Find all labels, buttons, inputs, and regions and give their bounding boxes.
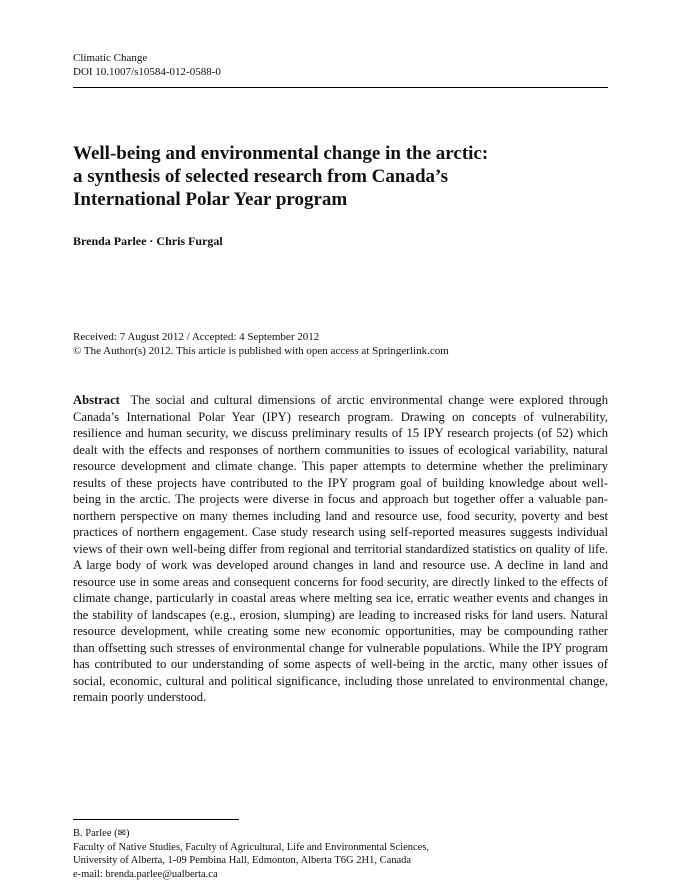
footnote-author-name: B. Parlee (: [73, 828, 118, 839]
footnote-author-close: ): [126, 828, 130, 839]
footnote-rule: [73, 819, 239, 820]
author-list: Brenda Parlee · Chris Furgal: [73, 234, 223, 249]
title-line-3: International Polar Year program: [73, 188, 608, 211]
abstract: [73, 392, 608, 706]
received-accepted: Received: 7 August 2012 / Accepted: 4 September 2012: [73, 330, 449, 344]
abstract-text: The social and cultural dimensions of arctic environmental change were explored through Canada’s International Polar Year (IPY) research program. Drawing on concepts of vulnerability, resilience and human security, we discuss preliminary results of 15 IPY research projects (of 52) which dealt with the effects and responses of northern communities to issues of ecological variability, natural resource development and climate change. This paper attempts to determine whether the preliminary results of these projects have contributed to the IPY program goal of building knowledge about well-being in the arctic. The projects were diverse in focus and approach but together offer a valuable pan-northern perspective on many themes including land and resource use, food security, poverty and best practices of northern engagement. Case study research using self-reported measures suggests individual views of their own well-being differ from regional and territorial standardized statistics on quality of life. A large body of work was developed around changes in land and resource use. A decline in land and resource use in some areas and consequent concerns for food security, are directly linked to the effects of climate change, particularly in coastal areas where melting sea ice, erratic weather events and changes in the stability of landscapes (e.g., erosion, slumping) are leading to increased risks for land users. Natural resource development, while creating some new economic opportunities, may be compounding rather than offsetting such stresses of environmental change for vulnerable populations. While the IPY program has contributed to our understanding of some aspects of well-being in the arctic, many other issues of social, economic, cultural and political significance, including those unrelated to environmental change, remain poorly understood.: [73, 393, 608, 704]
title-line-2: a synthesis of selected research from Canada’s: [73, 165, 608, 188]
copyright-line: © The Author(s) 2012. This article is published with open access at Springerlink.com: [73, 344, 449, 358]
title-line-1: Well-being and environmental change in the arctic:: [73, 142, 608, 165]
paper-title: [73, 142, 608, 211]
author-footnote: [73, 827, 429, 881]
journal-doi: DOI 10.1007/s10584-012-0588-0: [73, 65, 221, 79]
journal-name: Climatic Change: [73, 51, 221, 65]
footnote-affiliation-2: University of Alberta, 1-09 Pembina Hall, Edmonton, Alberta T6G 2H1, Canada: [73, 854, 429, 868]
footnote-author: [73, 827, 429, 841]
journal-header: [73, 51, 221, 79]
envelope-icon: ✉: [118, 827, 126, 841]
footnote-email[interactable]: e-mail: brenda.parlee@ualberta.ca: [73, 868, 429, 881]
publication-dates: [73, 330, 449, 358]
footnote-affiliation-1: Faculty of Native Studies, Faculty of Agricultural, Life and Environmental Sciences,: [73, 841, 429, 855]
abstract-label: Abstract: [73, 393, 120, 407]
header-rule: [73, 87, 608, 88]
